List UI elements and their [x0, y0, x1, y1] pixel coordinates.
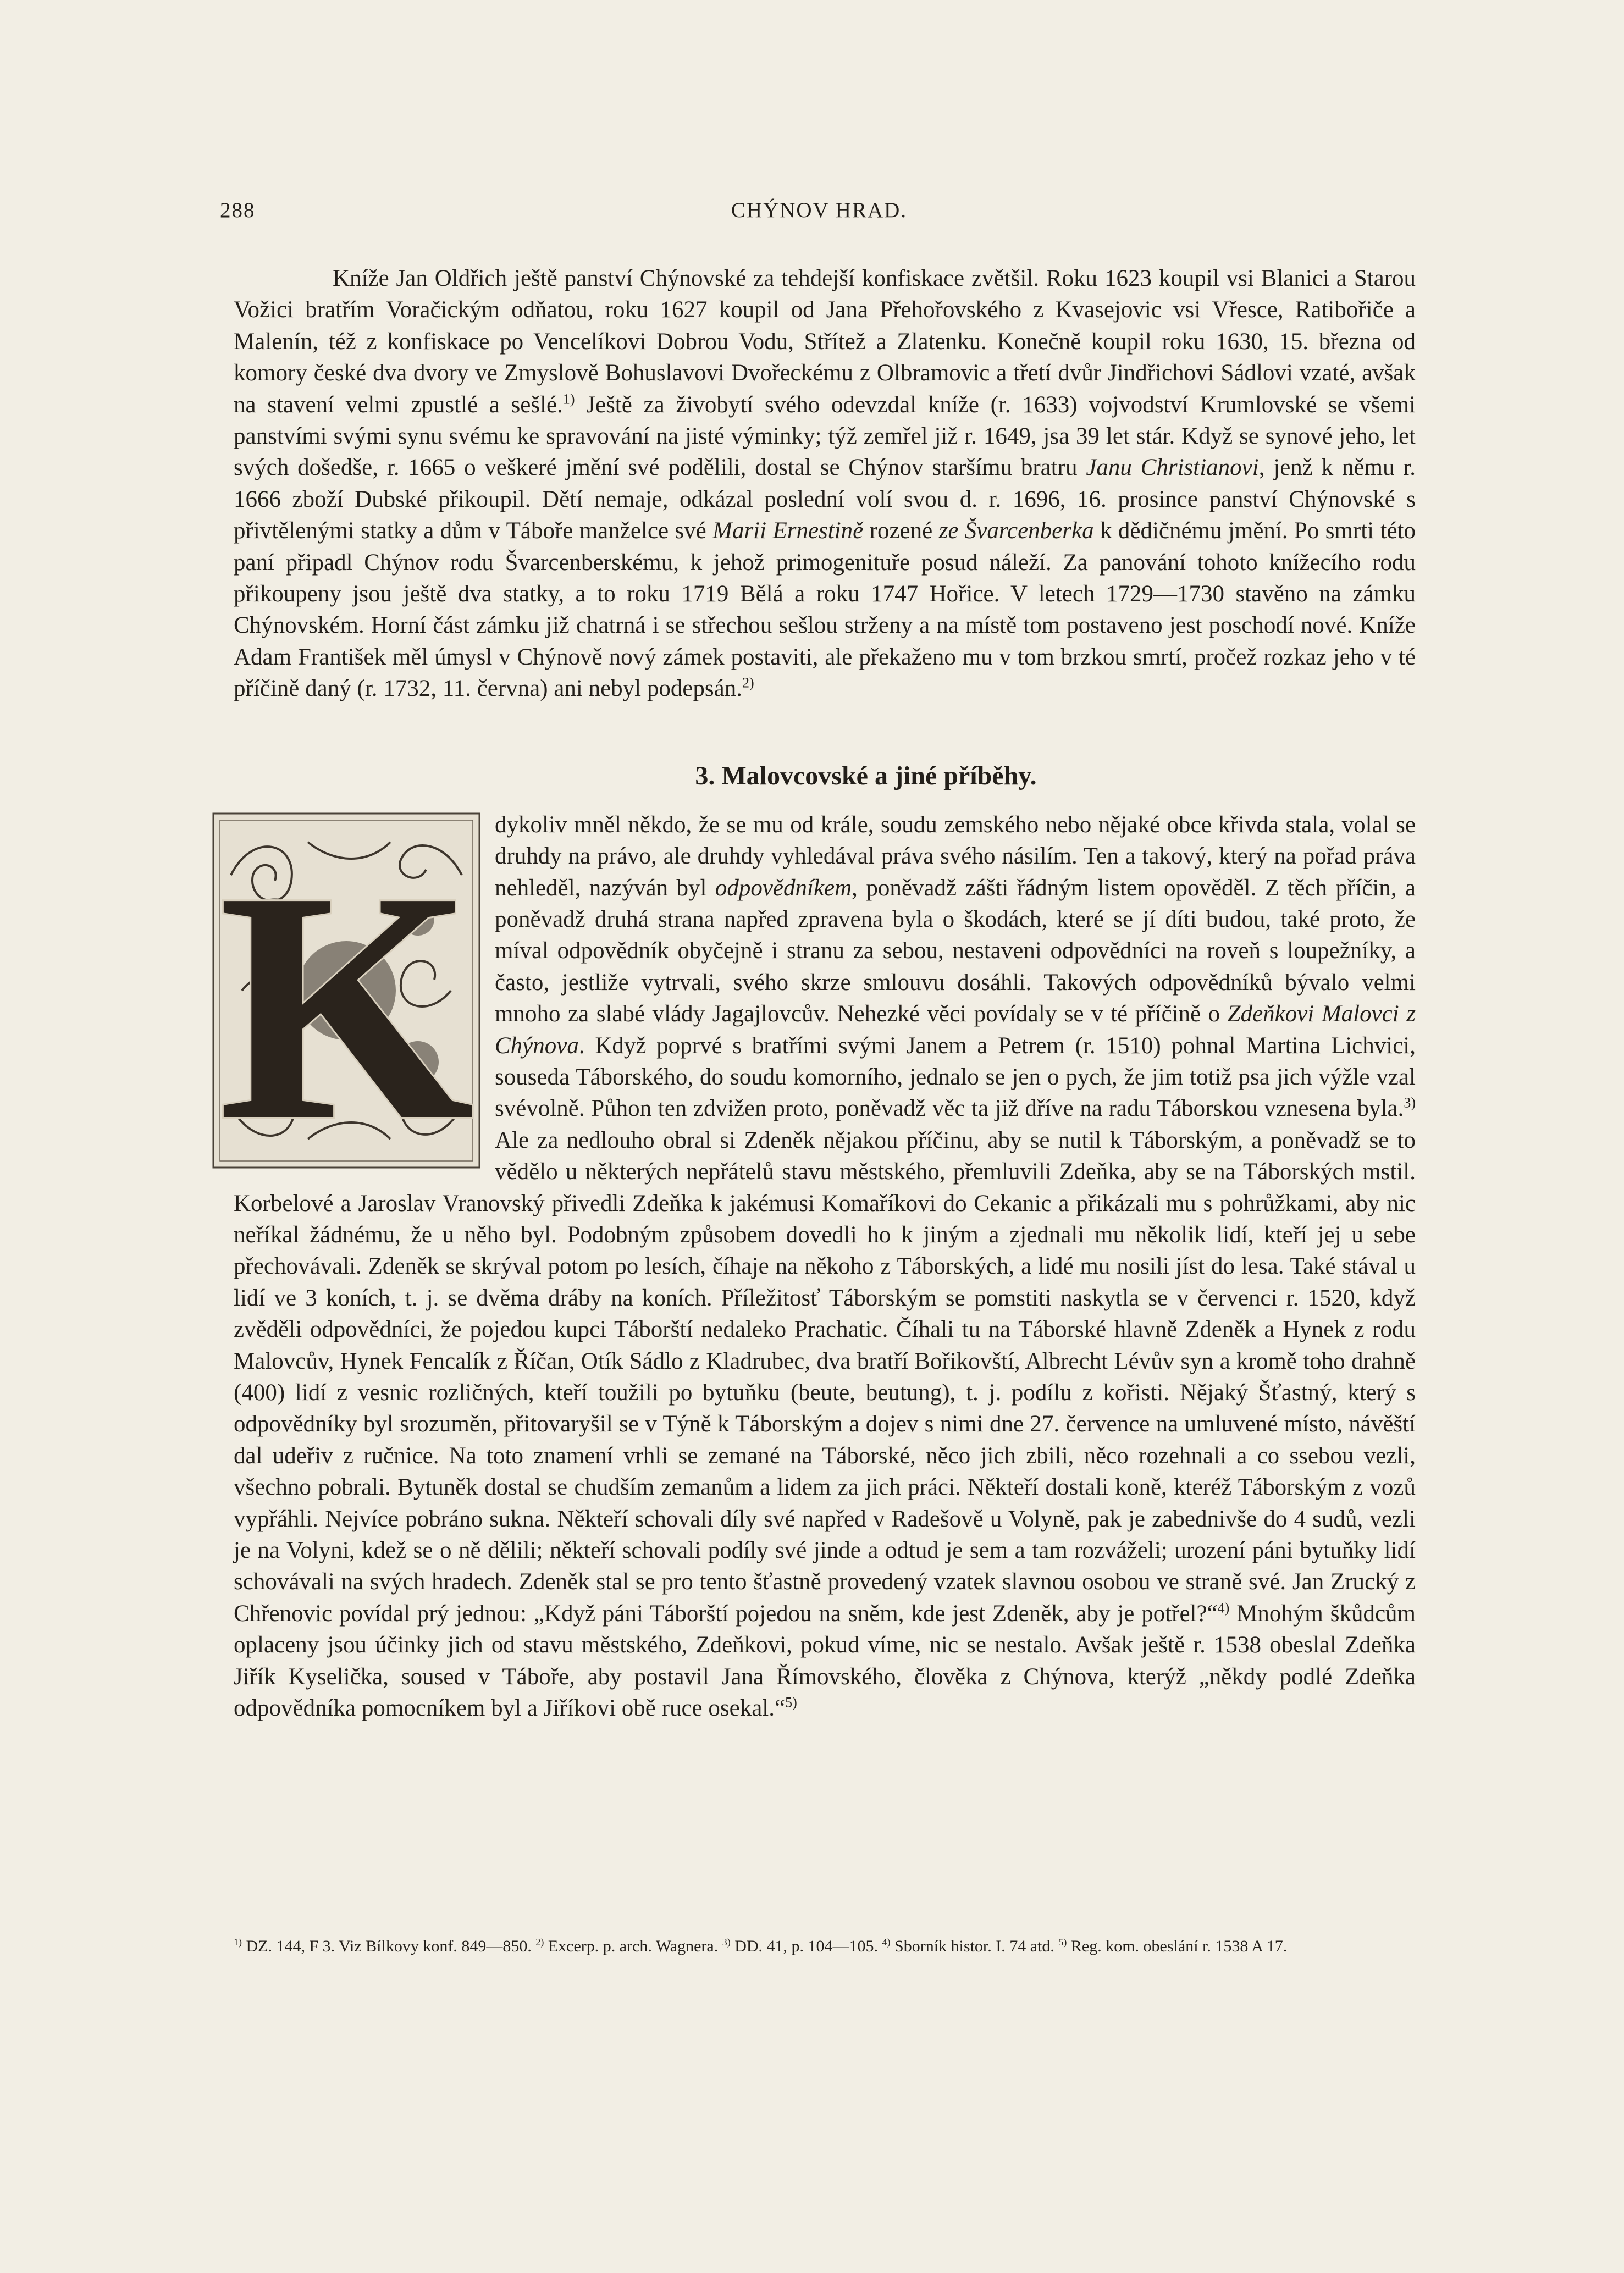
footnote-text: DZ. 144, F 3. Viz Bílkovy konf. 849—850. [242, 1937, 536, 1955]
text-run: dykoliv mněl někdo, že se mu od krále, soudu zemského nebo nějaké obce křivda stala, volal se druhdy na právo, ale druhdy vyhledával práva svého násilím. Ten a takový, který na pořad práva nehleděl, nazýván byl [495, 811, 1416, 901]
page-number: 288 [220, 198, 256, 222]
footnote-ref: 1) [562, 391, 575, 407]
ornamental-initial [209, 809, 484, 1172]
italic-name: Marii Ernestině [712, 518, 864, 544]
text-run: k dědičnému jmění. Po smrti této paní připadl Chýnov rodu Švarcenberskému, k jehož primogenituře posud náleží. Za panování tohoto knížecího rodu přikoupeny jsou ještě dva statky, a to roku 1719 Bělá a roku 1747 Hořice. V letech 1729—1730 stavěno na zámku Chýnovském. Horní část zámku již chatrná i se střechou sešlou strženy a na místě tom postaveno jest poschodí nové. Kníže Adam František měl úmysl v Chýnově nový zámek postaviti, ale překaženo mu v tom brzkou smrtí, pročež rozkaz jeho v té příčině daný (r. 1732, 11. června) ani nebyl podepsán. [234, 518, 1416, 702]
footnote-mark: 1) [234, 1937, 242, 1948]
footnote-ref: 2) [742, 674, 754, 691]
footnote-mark: 3) [722, 1937, 731, 1948]
running-title: CHÝNOV HRAD. [731, 198, 908, 222]
italic-name: Zdeňkovi Malovci z Chýnova [495, 1001, 1416, 1059]
footnote-text: Reg. kom. obeslání r. 1538 A 17. [1067, 1937, 1288, 1955]
page-header [220, 198, 1418, 231]
footnote-text: Excerp. p. arch. Wagnera. [544, 1937, 722, 1955]
text-run: . Když poprvé s bratřími svými Janem a Petrem (r. 1510) pohnal Martina Lichvici, souseda Táborského, do soudu komorního, jednalo se jen o pych, že jim totiž psa jich výžle vzal svévolně. Půhon ten zdvižen proto, poněvadž věc ta již dříve na radu Táborskou vznesena byla. [495, 1032, 1416, 1122]
main-text [218, 263, 1416, 1724]
italic-name: ze Švarcenberka [938, 518, 1094, 544]
dropcap-letter: K [218, 822, 475, 1172]
footnote-ref: 4) [1217, 1600, 1230, 1616]
footnote-ref: 3) [1404, 1095, 1416, 1111]
footnotes [234, 1935, 1416, 1958]
italic-name: Janu Christianovi [1086, 455, 1259, 481]
footnote-ref: 5) [785, 1694, 797, 1711]
footnote-text: DD. 41, p. 104—105. [730, 1937, 882, 1955]
text-run: Ale za nedlouho obral si Zdeněk nějakou příčinu, aby se nutil k Táborským, a poněvadž se to vědělo u některých nepřátelů stavu městského, přemluvili Zdeňka, aby se na Táborských mstil. Korbelové a Jaroslav Vranovský přivedli Zdeňka k jakémusi Komaříkovi do Cekanic a přikázali mu s pohrůžkami, aby nic neříkal žádnému, že u něho byl. Podobným způsobem dovedli ho k jiným a zjednali mu několik lidí, kteří jej u sebe přechovávali. Zdeněk se skrýval potom po lesích, číhaje na někoho z Táborských, a lidé mu nosili jíst do lesa. Také stával u lidí ve 3 koních, t. j. se dvěma dráby na koních. Příležitosť Táborským se pomstiti naskytla se v červenci r. 1520, když zvěděli odpovědníci, že pojedou kupci Táborští nedaleko Prachatic. Číhali tu na Táborské hlavně Zdeněk a Hynek z rodu Malovcův, Hynek Fencalík z Říčan, Otík Sádlo z Kladrubec, dva bratří Bořikovští, Albrecht Lévův syn a kromě toho drahně (400) lidí z vesnic rozličných, kteří toužili po bytuňku (beute, beutung), t. j. podílu z kořisti. Nějaký Šťastný, který s odpovědníky byl srozuměn, přitovaryšil se v Týně k Táborským a dojev s nimi dne 27. července na umluvené místo, návěští dal udeřiv z ručnice. Na toto znamení vrhli se zemané na Táborské, něco jich zbili, něco rozehnali a co ssebou vezli, všechno pobrali. Bytuněk dostal se chudším zemanům a lidem za jich práci. Někteří dostali koně, kteréž Táborským z vozů vypřáhli. Nejvíce pobráno sukna. Někteří schovali díly své napřed v Radešově u Volyně, pak je zabednivše do 4 sudů, vezli je na Volyni, kdež se o ně dělili; někteří schovali podíly své jinde a odtud je sem a tam rozváželi; urození páni bytuňky lidí schovávali na svých hradech. Zdeněk stal se pro tento šťastně provedený vzatek slavnou osobou ve straně své. Jan Zrucký z Chřenovic povídal prý jednou: „Když páni Táborští pojedou na sněm, kde jest Zdeněk, aby je potřel?“ [234, 1127, 1416, 1627]
text-run: Kníže Jan Oldřich ještě panství Chýnovské za tehdejší konfiskace zvětšil. Roku 1623 koupil vsi Blanici a Starou Vožici bratřím Voračickým odňatou, roku 1627 koupil od Jana Přehořovského z Kvasejovic vsi Vřesce, Ratibořiče a Malenín, též z konfiskace po Vencelíkovi Dobrou Vodu, Střítež a Zlatenku. Konečně koupil roku 1630, 15. března od komory české dva dvory ve Zmyslově Bohuslavovi Dvořeckému z Olbramovic a třetí dvůr Jindřichovi Sádlovi vzaté, avšak na stavení velmi zpustlé a sešlé. [234, 266, 1416, 418]
section-title: 3. Malovcovské a jiné příběhy. [695, 761, 1037, 790]
footnote-mark: 5) [1058, 1937, 1067, 1948]
footnote-mark: 2) [535, 1937, 544, 1948]
text-run: Ještě za živobytí svého odevzdal kníže (r. 1633) vojvodství Krumlovské se všemi panstvími svými synu svému ke spravování na jisté výminky; týž zemřel již r. 1649, jsa 39 let stár. Když se synové jeho, let svých došedše, r. 1665 o veškeré jmění své podělili, dostal se Chýnov staršímu bratru [234, 391, 1416, 481]
text-run: Mnohým škůdcům oplaceny jsou účinky jich od stavu městského, Zdeňkovi, pokud víme, nic se nestalo. Avšak ještě r. 1538 obeslal Zdeňka Jiřík Kyselička, soused v Táboře, aby postavil Jana Římovského, člověka z Chýnova, kterýž „někdy podlé Zdeňka odpovědníka pomocníkem byl a Jiříkovi obě ruce osekal.“ [234, 1600, 1416, 1722]
text-run: rozené [863, 518, 939, 544]
footnote-text: Sborník histor. I. 74 atd. [890, 1937, 1059, 1955]
paragraph-1 [234, 263, 1416, 705]
text-run: , poněvadž zášti řádným listem opověděl. Z těch příčin, a poněvadž druhá strana napřed zpravena byla o škodách, které se jí díti budou, také proto, že míval odpovědník obyčejně i stranu za sebou, nestaveni odpovědníci na roveň s loupežníky, a často, jestliže vytrvali, svého skrze smlouvu dosáhli. Takových odpovědníků bývalo velmi mnoho za slabé vlády Jagajlovcův. Nehezké věci povídaly se v té příčině o [495, 875, 1416, 1027]
footnote-mark: 4) [882, 1937, 891, 1948]
italic-term: odpovědníkem [715, 875, 852, 901]
footnote-line [234, 1935, 1416, 1958]
text-run: , jenž k němu r. 1666 zboží Dubské přikoupil. Dětí nemaje, odkázal poslední volí svou d. r. 1696, 16. prosince panství Chýnovské s přivtělenými statky a dům v Táboře manželce své [234, 455, 1416, 544]
